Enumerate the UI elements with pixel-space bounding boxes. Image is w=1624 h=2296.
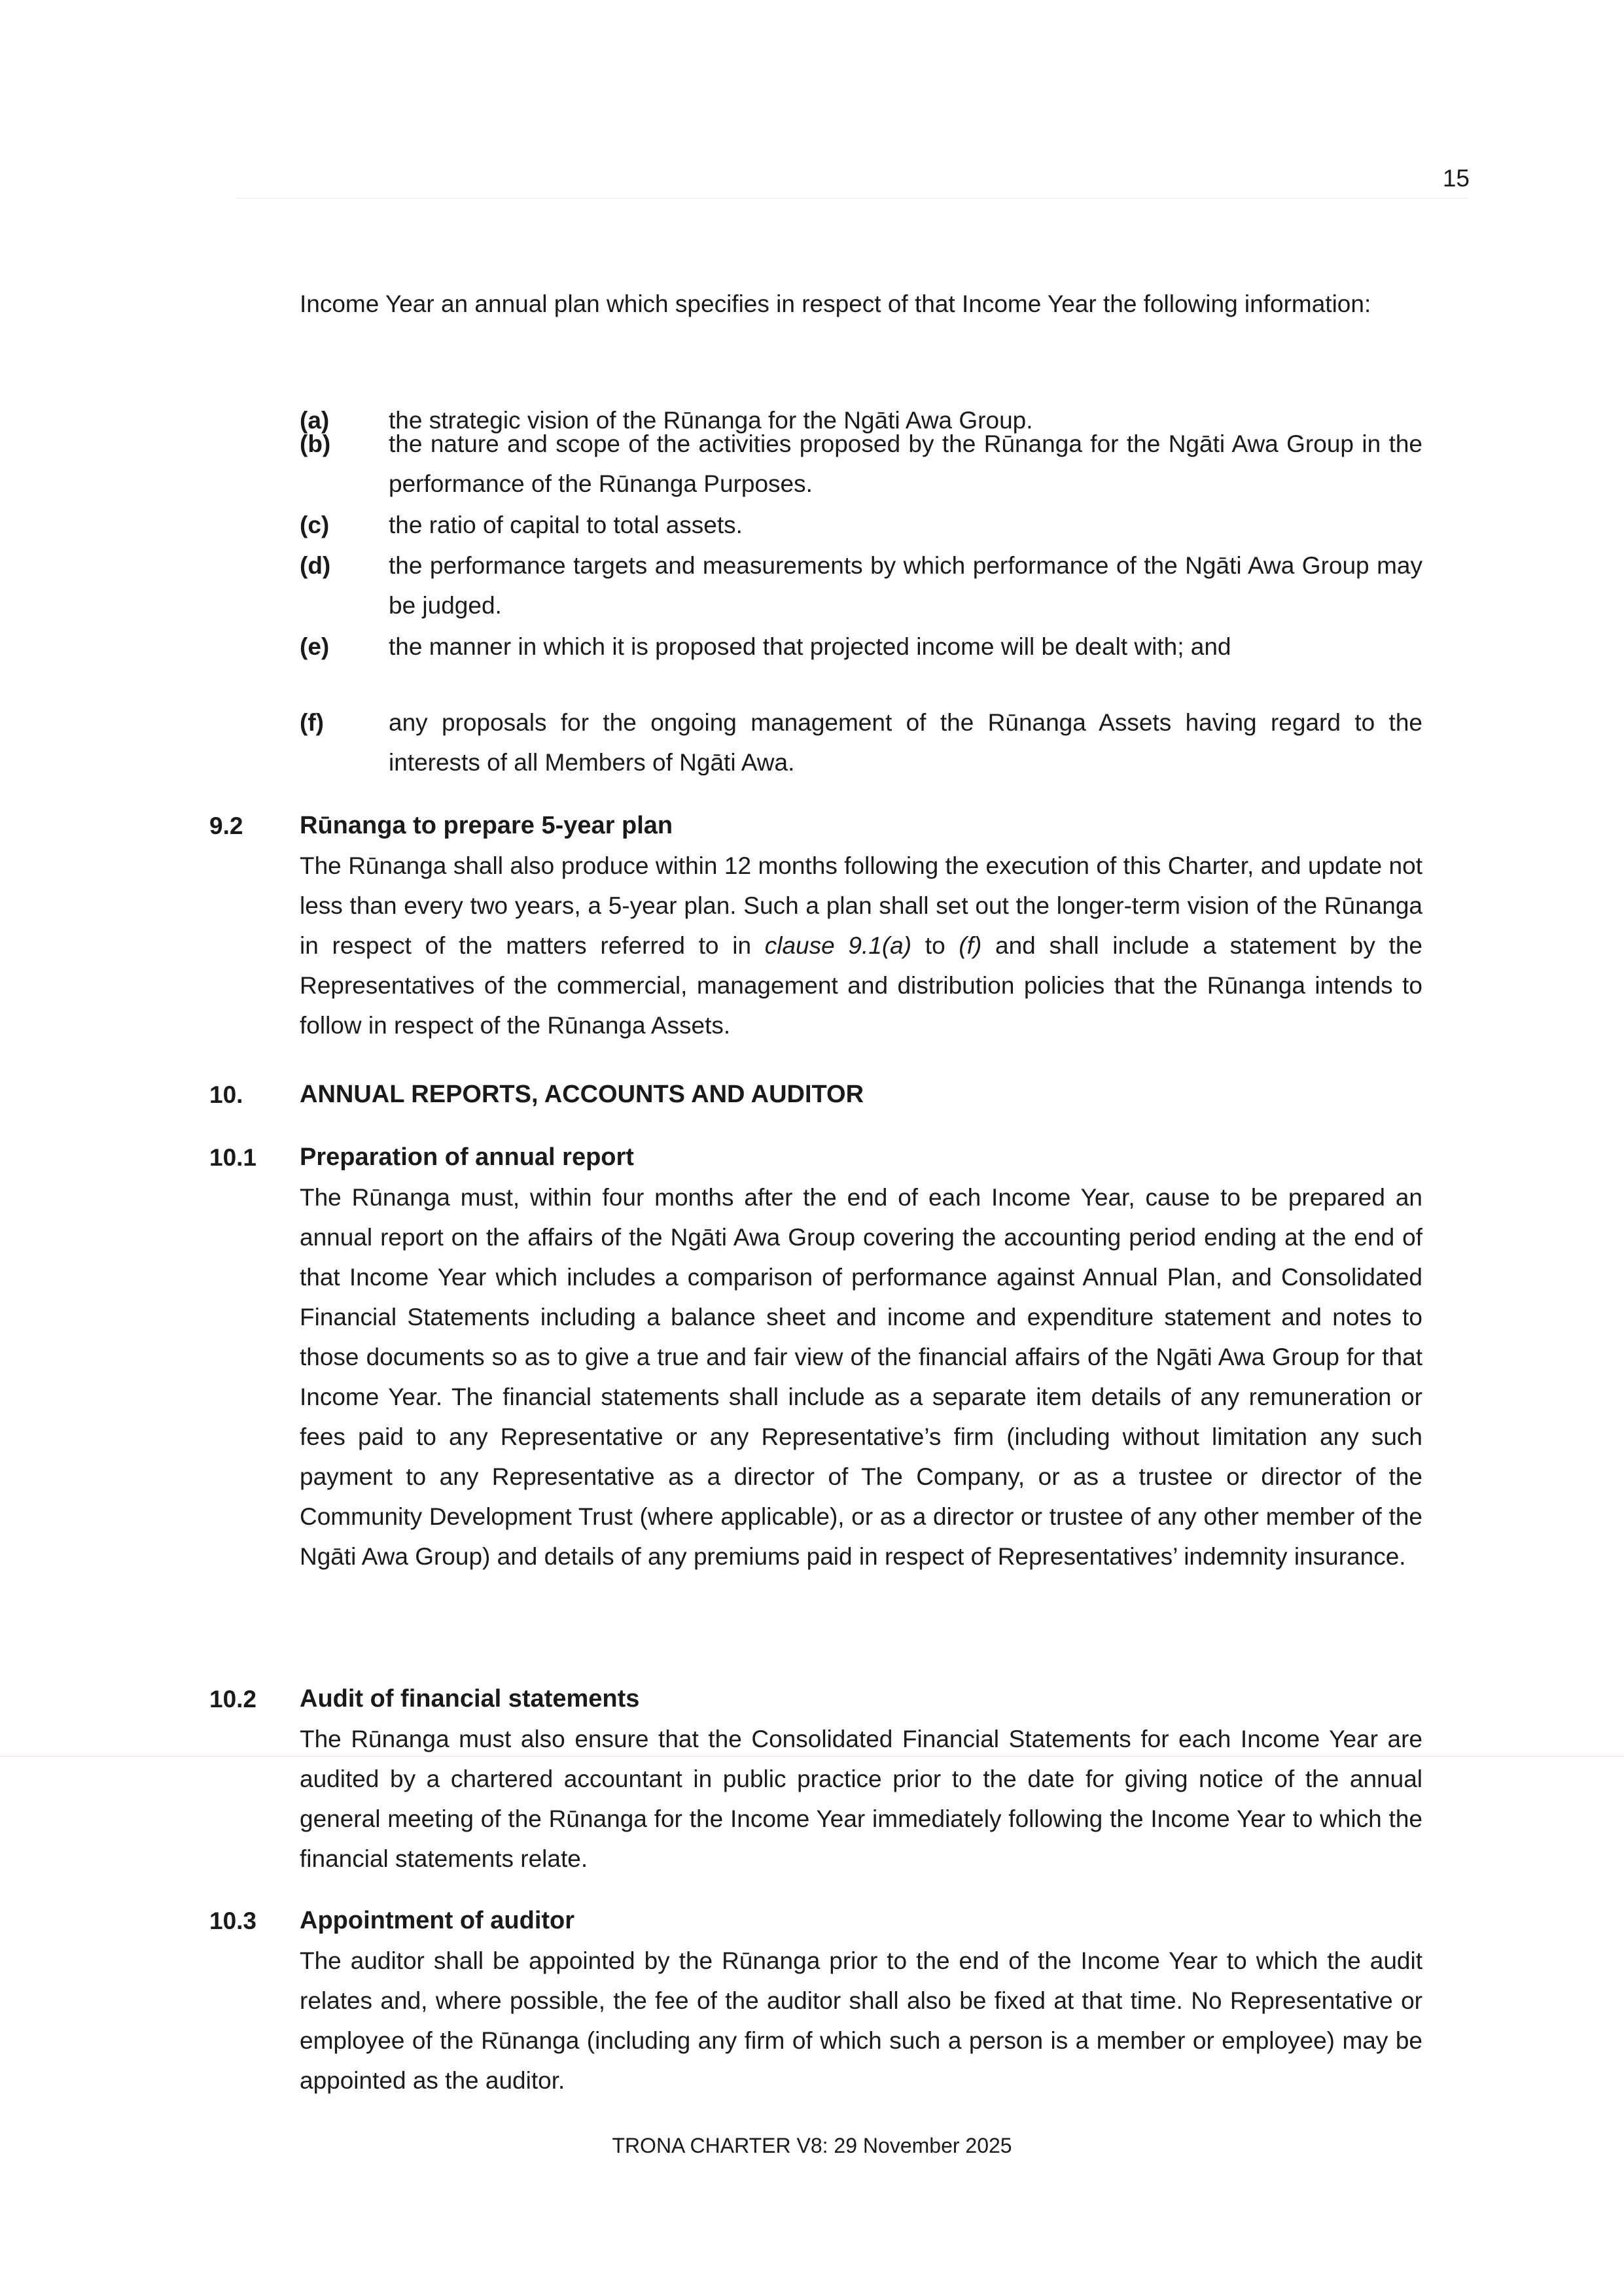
list-text: the performance targets and measurements by which performance of the Ngāti Awa Group may be judged. [389,552,1422,619]
section-body-10-1: The Rūnanga must, within four months after the end of each Income Year, cause to be prepared an annual report on the affairs of the Ngāti Awa Group covering the accounting period ending at the end of that Income Year which includes a comparison of performance against Annual Plan, and Consolidated Financial Statements including a balance sheet and income and expenditure statement and notes to those documents so as to give a true and fair view of the financial affairs of the Ngāti Awa Group for that Income Year. The financial statements shall include as a separate item details of any remuneration or fees paid to any Representative or any Representative’s firm (including without limitation any such payment to any Representative as a director of The Company, or as a trustee or director of the Community Development Trust (where applicable), or as a director or trustee of any other member of the Ngāti Awa Group) and details of any premiums paid in respect of Representatives’ indemnity insurance. [300,1184,1422,1570]
body-text: to [911,932,959,959]
list-label: (c) [300,512,330,538]
section-number-10-3: 10.3 [209,1907,257,1934]
intro-paragraph: Income Year an annual plan which specifies in respect of that Income Year the following information: [300,290,1371,317]
section-number-10-2: 10.2 [209,1686,257,1713]
list-text: the ratio of capital to total assets. [389,512,743,538]
list-text: the strategic vision of the Rūnanga for the Ngāti Awa Group. [389,407,1033,434]
list-label: (a) [300,407,330,434]
section-title-10-2: Audit of financial statements [300,1685,640,1713]
list-item-e [300,627,1422,667]
list-label: (e) [300,633,330,660]
clause-reference: clause 9.1(a) [764,932,912,959]
section-body-9-2 [300,846,1422,1045]
list-label: (b) [300,430,331,457]
section-title-10: ANNUAL REPORTS, ACCOUNTS AND AUDITOR [300,1081,864,1108]
section-body-10-2: The Rūnanga must also ensure that the Consolidated Financial Statements for each Income Year are audited by a chartered accountant in public practice prior to the date for giving notice of the annual general meeting of the Rūnanga for the Income Year immediately following the Income Year to which the financial statements relate. [300,1726,1422,1872]
clause-reference: (f) [959,932,982,959]
section-number-10-1: 10.1 [209,1144,257,1171]
section-number-9-2: 9.2 [209,812,243,839]
body-text: The Rūnanga shall also produce within 12 months following the execution of this Charter, and update not less than every two years, a 5-year plan. Such a plan shall set out the longer-term vision of the Rūnanga in respect of the matters referred to in [300,852,1422,959]
list-text: the nature and scope of the activities proposed by the Rūnanga for the Ngāti Awa Group in the performance of the Rūnanga Purposes. [389,430,1422,497]
list-item-b [300,424,1422,504]
body-text: and shall include a statement by the Representatives of the commercial, management and distribution policies that the Rūnanga intends to follow in respect of the Rūnanga Assets. [300,932,1422,1039]
list-item-d [300,546,1422,625]
list-label: (d) [300,552,331,579]
list-item-f [300,703,1422,782]
list-item-c [300,505,1422,545]
page-number: 15 [1442,165,1470,192]
section-title-10-3: Appointment of auditor [300,1907,575,1934]
list-label: (f) [300,709,324,736]
section-title-10-1: Preparation of annual report [300,1143,634,1171]
header-rule [236,198,1467,199]
footer: TRONA CHARTER V8: 29 November 2025 [612,2134,1012,2157]
scan-line [0,1756,1624,1757]
section-number-10: 10. [209,1081,243,1108]
list-text: the manner in which it is proposed that projected income will be dealt with; and [389,633,1231,660]
list-text: any proposals for the ongoing management of the Rūnanga Assets having regard to the interests of all Members of Ngāti Awa. [389,709,1422,776]
section-title-9-2: Rūnanga to prepare 5-year plan [300,812,673,839]
section-body-10-3: The auditor shall be appointed by the Rūnanga prior to the end of the Income Year to which the audit relates and, where possible, the fee of the auditor shall also be fixed at that time. No Representative or employee of the Rūnanga (including any firm of which such a person is a member or employee) may be appointed as the auditor. [300,1947,1422,2094]
